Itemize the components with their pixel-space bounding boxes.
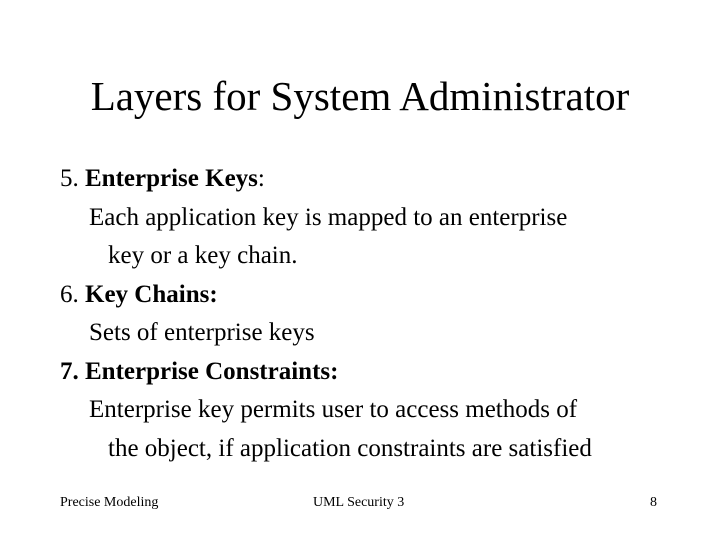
item-7-description-line-1: Enterprise key permits user to access methods of [89,396,578,423]
item-5-description-line-1: Each application key is mapped to an enterprise [89,203,568,231]
item-5-colon: : [257,165,265,192]
item-5-description-line-2: key or a key chain. [108,242,298,269]
footer-page-number: 8 [650,495,657,510]
item-6-heading: Key Chains [85,280,210,308]
item-7-description-line-2: the object, if application constraints are satisfied [108,434,592,462]
item-7-number: 7. [60,357,85,385]
slide-body [60,160,700,468]
footer-left-text: Precise Modeling [60,495,159,510]
footer-center-text: UML Security 3 [313,495,405,510]
item-7-heading: Enterprise Constraints [85,357,331,385]
item-5-number: 5. [60,165,85,192]
item-6-description-line-1: Sets of enterprise keys [89,319,315,346]
item-5-heading-line [60,160,700,199]
item-7-colon: : [330,357,339,385]
item-7-heading-line [60,353,700,392]
item-6-heading-line [60,276,700,315]
item-5-heading: Enterprise Keys [85,165,258,192]
item-6-number: 6. [60,280,85,308]
item-6-colon: : [209,280,218,308]
slide-title: Layers for System Administrator [90,73,630,119]
